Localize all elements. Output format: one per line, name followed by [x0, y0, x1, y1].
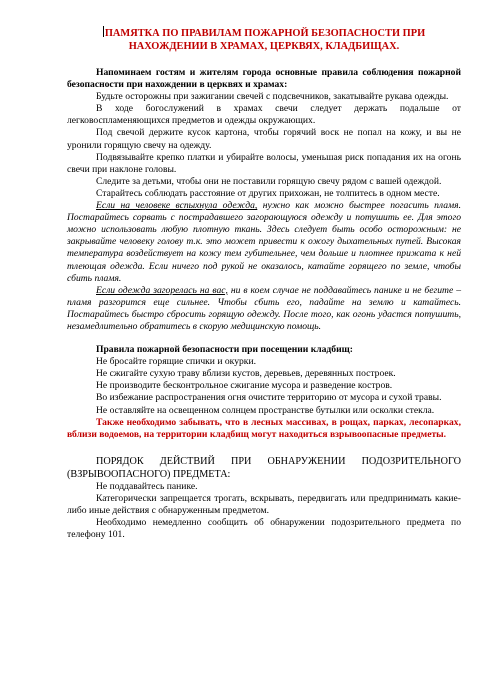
spacer	[67, 441, 461, 455]
paragraph: Не бросайте горящие спички и окурки.	[96, 356, 256, 368]
paragraph: Во избежание распространения огня очистите территорию от мусора и сухой травы.	[96, 392, 442, 404]
section3-heading: ПОРЯДОК ДЕЙСТВИЙ ПРИ ОБНАРУЖЕНИИ ПОДОЗРИТЕЛЬНОГО (ВЗРЫВООПАСНОГО) ПРЕДМЕТА:	[67, 455, 461, 480]
paragraph: Старайтесь соблюдать расстояние от других прихожан, не толпитесь в одном месте.	[96, 187, 440, 199]
underlined-lead: Если одежда загорелась на вас,	[96, 284, 228, 296]
paragraph: Следите за детьми, чтобы они не поставили горящую свечу рядом с вашей одеждой.	[96, 175, 442, 187]
section2-heading: Правила пожарной безопасности при посещении кладбищ:	[96, 344, 353, 356]
paragraph: Необходимо немедленно сообщить об обнаружении подозрительного предмета по телефону 101.	[67, 517, 461, 541]
paragraph: Не поддавайтесь панике.	[96, 480, 198, 492]
text-cursor	[103, 26, 104, 37]
paragraph: Не сжигайте сухую траву вблизи кустов, деревьев, деревянных построек.	[96, 368, 396, 380]
warning-note: Также необходимо забывать, что в лесных массивах, в рощах, парках, лесопарках, вблизи водоемов, на территории кладбищ могут находиться взрывоопасные предметы.	[67, 416, 461, 440]
section1-heading: Напоминаем гостям и жителям города основные правила соблюдения пожарной безопасности при нахождении в церквях и храмах:	[67, 67, 461, 91]
paragraph: Категорически запрещается трогать, вскрывать, передвигать или предпринимать какие-либо иные действия с обнаруженным предметом.	[67, 492, 461, 516]
clothing-on-person-paragraph: Если на человеке вспыхнула одежда, нужно как можно быстрее погасить пламя. Постарайтесь сорвать с пострадавшего загорающуюся одежду и потушить ее. Для этого можно использовать любую плотную ткань. Здесь следует быть особо осторожным: не закрывайте человеку голову т.к. это может привести к ожогу дыхательных путей. Высокая температура воздействует на кожу тем губительнее, чем дольше и плотнее прижата к ней тлеющая одежда. Если ничего под рукой не оказалось, катайте горящего по земле, чтобы сбить пламя.	[67, 200, 461, 284]
paragraph: Не производите бесконтрольное сжигание мусора и разведение костров.	[96, 380, 393, 392]
paragraph: Под свечой держите кусок картона, чтобы горячий воск не попал на кожу, и вы не уронили горящую свечу на одежду.	[67, 127, 461, 151]
paragraph: Будьте осторожны при зажигании свечей с подсвечников, закатывайте рукава одежды.	[96, 91, 449, 103]
paragraph: Не оставляйте на освещенном солнцем пространстве бутылки или осколки стекла.	[96, 404, 435, 416]
paragraph: В ходе богослужений в храмах свечи следует держать подальше от легковоспламеняющихся предметов и одежды окружающих.	[67, 103, 461, 127]
underlined-lead: Если на человеке вспыхнула одежда,	[96, 200, 258, 212]
clothing-on-you-paragraph: Если одежда загорелась на вас, ни в коем случае не поддавайтесь панике и не бегите – пламя разгорится еще сильнее. Чтобы сбить его, падайте на землю и катайтесь. Постарайтесь быстро сбросить горящую одежду. После того, как огонь удастся потушить, незамедлительно обратитесь в скорую медицинскую помощь.	[67, 284, 462, 332]
paragraph: Подвязывайте крепко платки и убирайте волосы, уменьшая риск попадания их на огонь свечи при наклоне головы.	[67, 151, 461, 175]
document-title: ПАМЯТКА ПО ПРАВИЛАМ ПОЖАРНОЙ БЕЗОПАСНОСТИ ПРИ НАХОЖДЕНИИ В ХРАМАХ, ЦЕРКВЯХ, КЛАДБИЩАХ.	[104, 28, 426, 52]
spacer	[67, 333, 461, 344]
